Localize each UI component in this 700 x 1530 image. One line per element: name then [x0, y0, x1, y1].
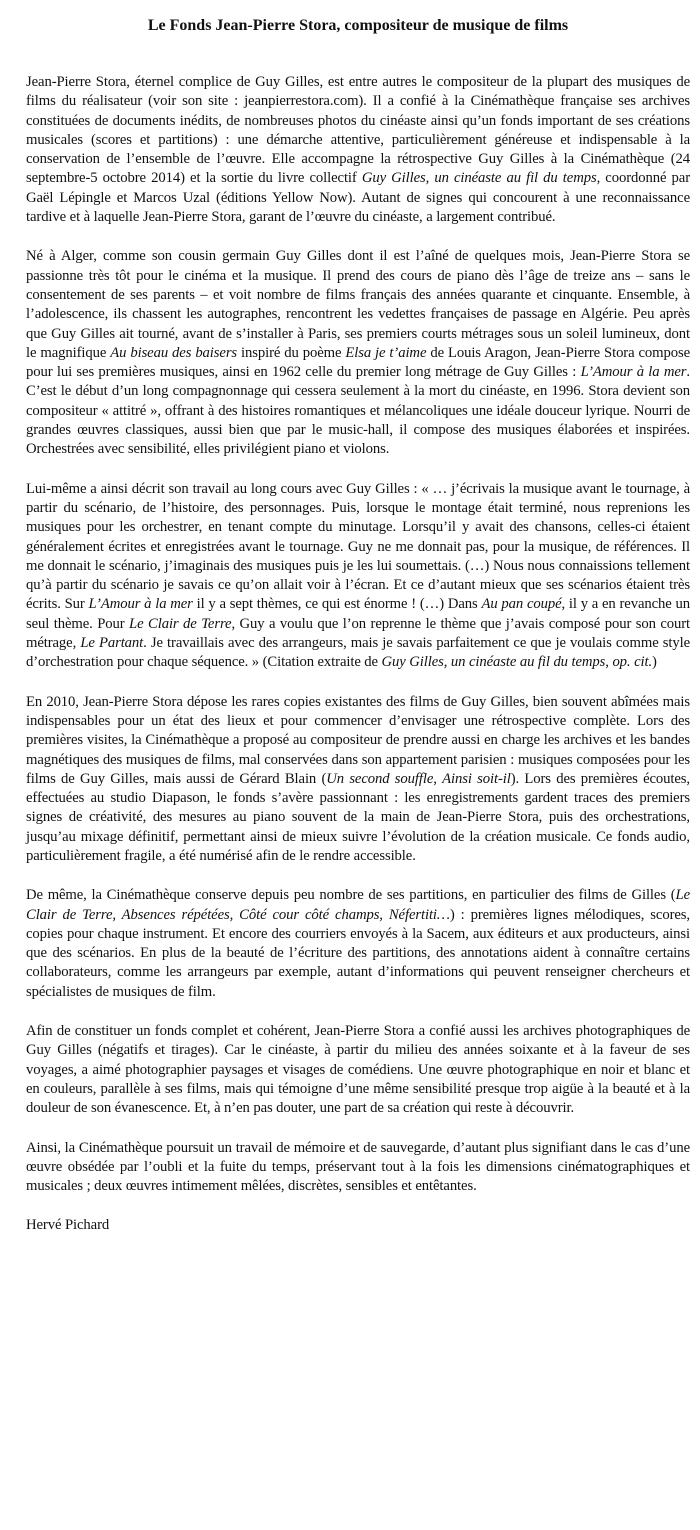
text-run: . Je travaillais avec des arrangeurs, mais je savais parfaitement ce que je voulais comme style d’orchestration pour chaque séquence. » (Citation extraite de: [26, 635, 690, 671]
text-run: inspiré du poème: [237, 344, 346, 361]
text-run: , coordonné par Gaël Lépingle et Marcos Uzal (éditions Yellow Now). Autant de signes qui concourent à une reconnaissance tardive et à laquelle Jean-Pierre Stora, garant de l’œuvre du cinéaste, a largement contribué.: [26, 170, 690, 226]
text-run: , il y a en revanche un seul thème. Pour: [26, 596, 691, 632]
book-title: Guy Gilles, un cinéaste au fil du temps: [361, 170, 597, 187]
text-run: de Louis Aragon, Jean-Pierre Stora compose pour lui ses premières musiques, ainsi en 1962 celle du premier long métrage de Guy Gilles :: [26, 344, 691, 381]
film-title: Au pan coupé: [481, 596, 562, 613]
text-run: En 2010, Jean-Pierre Stora dépose les rares copies existantes des films de Guy Gilles, bien souvent abîmées mais indispensables pour un état des lieux et pour commencer d’envisager une rétrospective complète. Lors des premières visites, la Cinémathèque a proposé au compositeur de prendre aussi en charge les archives et les bandes magnétiques des musiques de films, mal conservées dans son appartement parisien : musiques composées pour les films de Guy Gilles, mais aussi de Gérard Blain (: [26, 693, 690, 787]
text-run: ,: [433, 770, 443, 787]
text-run: ). Lors des premières écoutes, effectuées au studio Diapason, le fonds s’avère passionnant : les enregistrements gardent traces des premiers signes de créativité, des mesures au piano souvent de la main de Jean-Pierre Stora, puis des orchestrations, jusqu’au mixage définitif, permettant ainsi de mieux suivre l’évolution de la création musicale. Ce fonds audio, particulièrement fragile, a été numérisé afin de le rendre accessible.: [26, 770, 690, 864]
text-run: ): [652, 654, 657, 671]
text-run: il y a sept thèmes, ce qui est énorme ! (…) Dans: [192, 596, 482, 613]
text-run: . C’est le début d’un long compagnonnage qui cessera seulement à la mort du cinéaste, en 1996. Stora devient son compositeur « attitré », offrant à des histoires romantiques et mélancoliques une idéale douceur lyrique. Nourri de grandes œuvres classiques, aussi bien que par le music-hall, il compose des musiques élaborées et inspirées. Orchestrées avec sensibilité, elles privilégient piano et violons.: [26, 364, 690, 458]
citation-abbrev: op. cit.: [612, 654, 653, 671]
document-title: Le Fonds Jean-Pierre Stora, compositeur de musique de films: [147, 17, 569, 34]
paragraph-6: [26, 1022, 690, 1118]
text-run: Né à Alger, comme son cousin germain Guy Gilles dont il est l’aîné de quelques mois, Jean-Pierre Stora se passionne très tôt pour le cinéma et la musique. Il prend des cours de piano dès l’âge de treize ans – sans le consentement de ses parents – et voit nombre de films français des années quarante et cinquante. Ensemble, à l’adolescence, ils chassent les autographes, rencontrent les vedettes françaises de passage en Algérie. Peu après que Guy Gilles ait tourné, avant de s’installer à Paris, ses premiers courts métrages sous un soleil lumineux, dont le magnifique: [26, 248, 690, 361]
text-run: , Guy a voulu que l’on reprenne le thème que j’avais composé pour son court métrage,: [26, 615, 690, 652]
film-title: Ainsi soit-il: [442, 770, 511, 787]
text-run: Lui-même a ainsi décrit son travail au long cours avec Guy Gilles : « … j’écrivais la musique avant le tournage, à partir du scénario, de l’histoire, des personnages. Puis, lorsque le montage était terminé, nous reprenions les musiques pour les orchestrer, en tenant compte du minutage. Lorsqu’il y avait des chansons, celles-ci étaient généralement écrites et enregistrées avant le tournage. Guy ne me donnait pas, pour la musique, de références. Il me donnait le scénario, j’imaginais des musiques puis je les lui soumettais. (…) Nous nous connaissions tellement qu’à partir du scénario je savais ce qu’on allait voir à l’écran. Et ce d’autant mieux que ses scénarios étaient très écrits. Sur: [26, 480, 690, 613]
film-title: L’Amour à la mer: [88, 596, 193, 613]
paragraph-7: [26, 1139, 690, 1197]
paragraph-4: [26, 693, 690, 867]
paragraph-2: [26, 247, 690, 459]
text-run: Afin de constituer un fonds complet et cohérent, Jean-Pierre Stora a confié aussi les archives photographiques de Guy Gilles (négatifs et tirages). Car le cinéaste, à partir du milieu des années soixante et à la faveur de ses voyages, a aimé photographier paysages et visages de comédiens. Une œuvre photographique en noir et blanc et en couleurs, parallèle à ses films, mais qui témoigne d’une même sensibilité presque trop aigüe à la beauté et à la douleur de son évanescence. Et, à n’en pas douter, une part de sa création qui reste à découvrir.: [26, 1023, 690, 1117]
film-title: L’Amour à la mer: [580, 364, 687, 381]
author-signature: Hervé Pichard: [26, 1217, 110, 1234]
text-run: ) : premières lignes mélodiques, scores, copies pour chaque instrument. Et encore des courriers envoyés à la Sacem, aux éditeurs et aux producteurs, ainsi que des scénarios. En plus de la beauté de l’écriture des partitions, des annotations aident à connaître certains collaborateurs, comme les arrangeurs par exemple, autant d’informations qui peuvent renseigner chercheurs et spécialistes de musiques de film.: [26, 906, 690, 1000]
poem-title: Elsa je t’aime: [345, 344, 427, 361]
text-run: Jean-Pierre Stora, éternel complice de Guy Gilles, est entre autres le compositeur de la plupart des musiques de films du réalisateur (voir son site : jeanpierrestora.com). Il a confié à la Cinémathèque française ses archives constituées de documents inédits, de nombreuses photos du cinéaste ainsi qu’un fonds important de ses créations musicales (scores et partitions) : une démarche attentive, particulièrement généreuse et indispensable à la conservation de l’ensemble de l’œuvre. Elle accompagne la rétrospective Guy Gilles à la Cinémathèque (24 septembre-5 octobre 2014) et la sortie du livre collectif: [26, 74, 690, 187]
film-title: Le Partant: [80, 635, 144, 652]
text-run: ,: [605, 654, 613, 671]
film-title: Au biseau des baisers: [110, 344, 238, 361]
text-run: Ainsi, la Cinémathèque poursuit un travail de mémoire et de sauvegarde, d’autant plus signifiant dans le cas d’une œuvre obsédée par l’oubli et la fuite du temps, préservant tout à la fois les dimensions cinématographiques et musicales ; deux œuvres intimement mêlées, discrètes, sensibles et entêtantes.: [26, 1139, 690, 1195]
book-title: Guy Gilles, un cinéaste au fil du temps: [381, 654, 606, 671]
paragraph-3: [26, 480, 690, 673]
text-run: De même, la Cinémathèque conserve depuis peu nombre de ses partitions, en particulier des films de Gilles (: [26, 887, 676, 904]
film-title: Un second souffle: [326, 770, 434, 787]
film-titles: Le Clair de Terre, Absences répétées, Côté cour côté champs, Néfertiti…: [26, 887, 690, 923]
paragraph-5: [26, 886, 690, 1002]
paragraph-1: [26, 73, 690, 227]
film-title: Le Clair de Terre: [129, 615, 232, 632]
